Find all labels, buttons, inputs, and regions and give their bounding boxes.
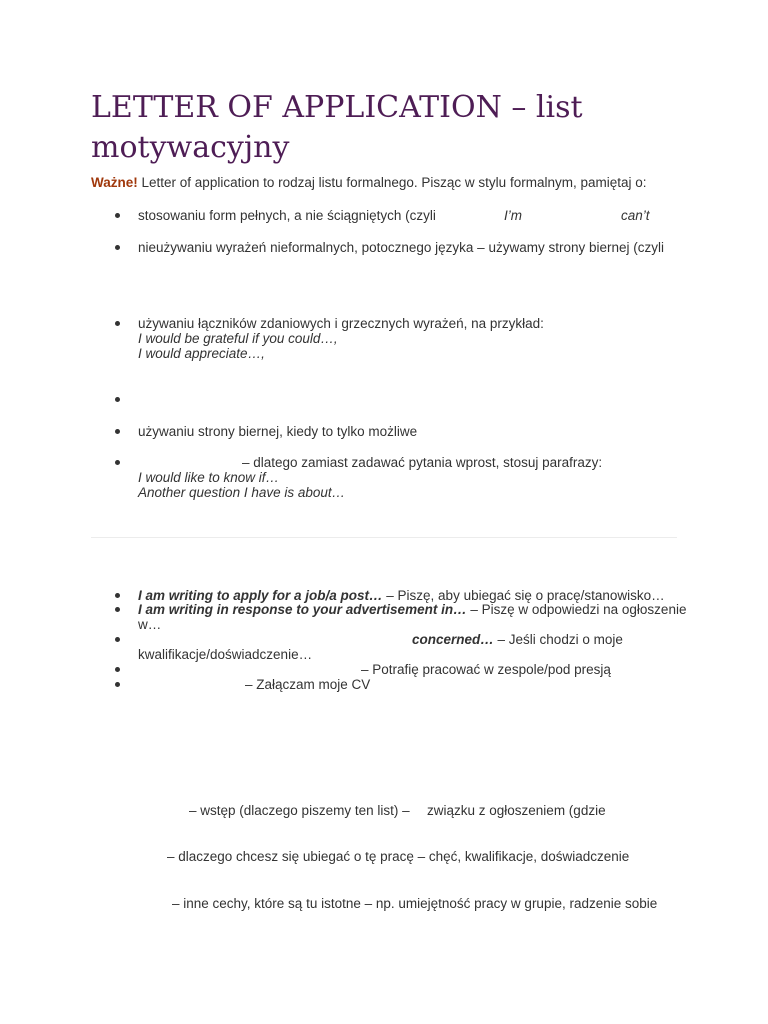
phrase-english: concerned… [412, 632, 494, 647]
phrase-item [138, 677, 698, 692]
structure-line [172, 896, 657, 912]
phrase-polish: – Załączam moje CV [245, 677, 371, 692]
rule-item [138, 424, 698, 439]
phrase-item [138, 602, 698, 632]
rule-text: – dlatego zamiast zadawać pytania wprost, stosuj parafrazy: [242, 455, 603, 470]
phrase-polish: – Piszę w odpowiedzi na ogłoszenie w… [138, 602, 687, 632]
phrase-polish: – Jeśli chodzi o moje kwalifikacje/doświadczenie… [138, 632, 623, 662]
rule-item [138, 455, 698, 500]
rule-text: nieużywaniu wyrażeń nieformalnych, potocznego języka – używamy strony biernej (czyli [138, 240, 664, 255]
example-phrase: I would appreciate…, [138, 346, 265, 361]
intro-paragraph [91, 175, 647, 191]
phrase-item [138, 662, 698, 677]
rule-item [138, 240, 698, 255]
phrase-item [138, 588, 698, 603]
structure-text: – wstęp (dlaczego piszemy ten list) – [189, 803, 410, 818]
phrase-english: I am writing in response to your advertisement in… [138, 602, 467, 617]
important-label: Ważne! [91, 175, 138, 190]
structure-text: – inne cechy, które są tu istotne – np. umiejętność pracy w grupie, radzenie sobie [172, 896, 658, 911]
phrase-english: I am writing to apply for a job/a post… [138, 588, 383, 603]
structure-line [189, 803, 410, 819]
phrase-item [138, 632, 698, 662]
rule-item [138, 392, 698, 407]
example-phrase: Another question I have is about… [138, 485, 346, 500]
example-im: I’m [504, 208, 522, 223]
structure-text: – dlaczego chcesz się ubiegać o tę pracę – chęć, kwalifikacje, doświadczenie [167, 849, 630, 864]
phrase-polish: – Piszę, aby ubiegać się o pracę/stanowisko… [382, 588, 665, 603]
structure-line [167, 849, 629, 865]
phrase-polish: – Potrafię pracować w zespole/pod presją [361, 662, 611, 677]
rule-item [138, 208, 698, 223]
page-title: LETTER OF APPLICATION – list motywacyjny [91, 90, 583, 165]
rule-item [138, 316, 698, 361]
section-divider [91, 537, 677, 538]
structure-line [427, 803, 606, 819]
rule-text: używaniu łączników zdaniowych i grzecznych wyrażeń, na przykład: [138, 316, 544, 331]
structure-text: związku z ogłoszeniem (gdzie [427, 803, 606, 818]
intro-text: Letter of application to rodzaj listu formalnego. Pisząc w stylu formalnym, pamiętaj o: [141, 175, 647, 190]
rule-text: stosowaniu form pełnych, a nie ściągniętych (czyli [138, 208, 436, 223]
example-cant: can’t [621, 208, 650, 223]
rule-text: używaniu strony biernej, kiedy to tylko możliwe [138, 424, 418, 439]
example-phrase: I would like to know if… [138, 470, 280, 485]
example-phrase: I would be grateful if you could…, [138, 331, 338, 346]
